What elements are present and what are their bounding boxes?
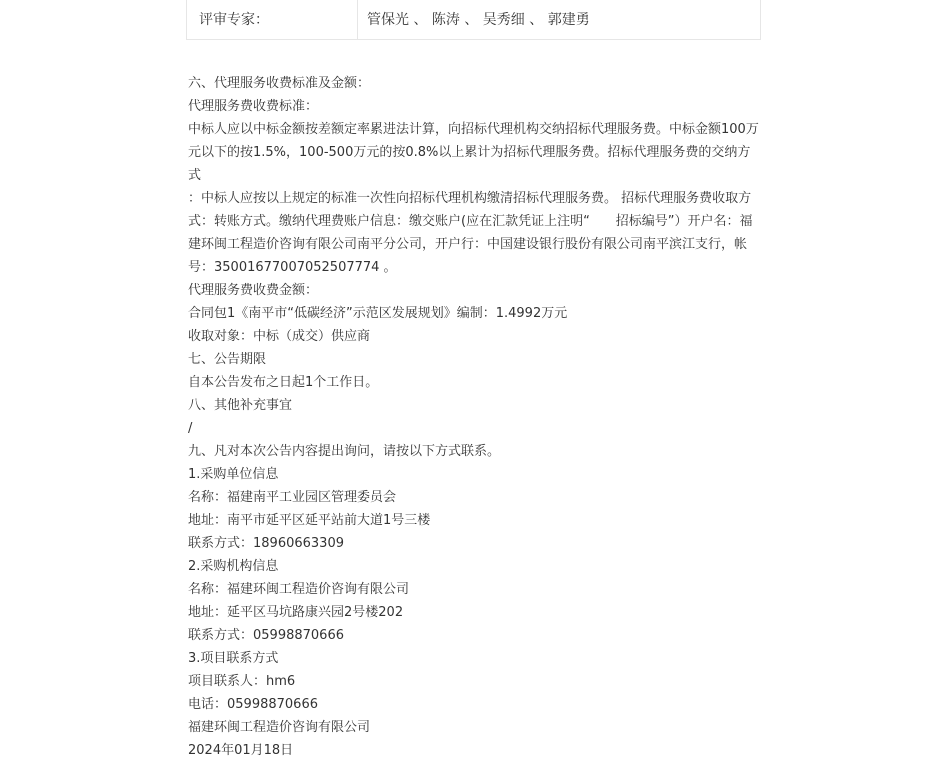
- project-contact-heading: 3.项目联系方式: [188, 651, 279, 666]
- review-experts-table: [186, 0, 761, 40]
- section-8-heading: 八、其他补充事宜: [188, 398, 293, 413]
- purchaser-contact: 联系方式：18960663309: [188, 536, 344, 551]
- announcement-body: [188, 72, 763, 762]
- agency-info-heading: 2.采购机构信息: [188, 559, 279, 574]
- review-experts-label: 评审专家：: [187, 0, 358, 39]
- section-6-heading: 六、代理服务收费标准及金额：: [188, 76, 371, 91]
- signature-company: 福建环闽工程造价咨询有限公司: [188, 720, 371, 735]
- fee-standard-label: 代理服务费收费标准：: [188, 99, 319, 114]
- project-contact-person: 项目联系人：hm6: [188, 674, 296, 689]
- fee-payer: 收取对象：中标（成交）供应商: [188, 329, 371, 344]
- fee-amount-value: 合同包1《南平市“低碳经济”示范区发展规划》编制：1.4992万元: [188, 306, 568, 321]
- signature-date: 2024年01月18日: [188, 743, 294, 758]
- fee-payment-text: ：中标人应按以上规定的标准一次性向招标代理机构缴清招标代理服务费。 招标代理服务费收取方式：转账方式。缴纳代理费账户信息：缴交账户(应在汇款凭证上注明“ 招标编号”）开户名：福建环闽工程造价咨询有限公司南平分公司，开户行：中国建设银行股份有限公司南平滨江支行，帐 号：35001677007052507774 。: [188, 191, 753, 275]
- project-phone: 电话：05998870666: [188, 697, 318, 712]
- agency-name: 名称：福建环闽工程造价咨询有限公司: [188, 582, 410, 597]
- section-7-heading: 七、公告期限: [188, 352, 267, 367]
- purchaser-address: 地址：南平市延平区延平站前大道1号三楼: [188, 513, 431, 528]
- fee-amount-label: 代理服务费收费金额：: [188, 283, 319, 298]
- other-matters: /: [188, 421, 193, 436]
- notice-period: 自本公告发布之日起1个工作日。: [188, 375, 379, 390]
- review-experts-names: 管保光 、 陈涛 、 吴秀细 、 郭建勇: [367, 11, 590, 28]
- purchaser-info-heading: 1.采购单位信息: [188, 467, 279, 482]
- purchaser-name: 名称：福建南平工业园区管理委员会: [188, 490, 397, 505]
- section-9-heading: 九、凡对本次公告内容提出询问，请按以下方式联系。: [188, 444, 501, 459]
- fee-standard-text: 中标人应以中标金额按差额定率累进法计算，向招标代理机构交纳招标代理服务费。中标金额100万元以下的按1.5%，100-500万元的按0.8%以上累计为招标代理服务费。招标代理服务费的交纳方式: [188, 122, 759, 183]
- agency-address: 地址：延平区马坑路康兴园2号楼202: [188, 605, 404, 620]
- agency-contact: 联系方式：05998870666: [188, 628, 344, 643]
